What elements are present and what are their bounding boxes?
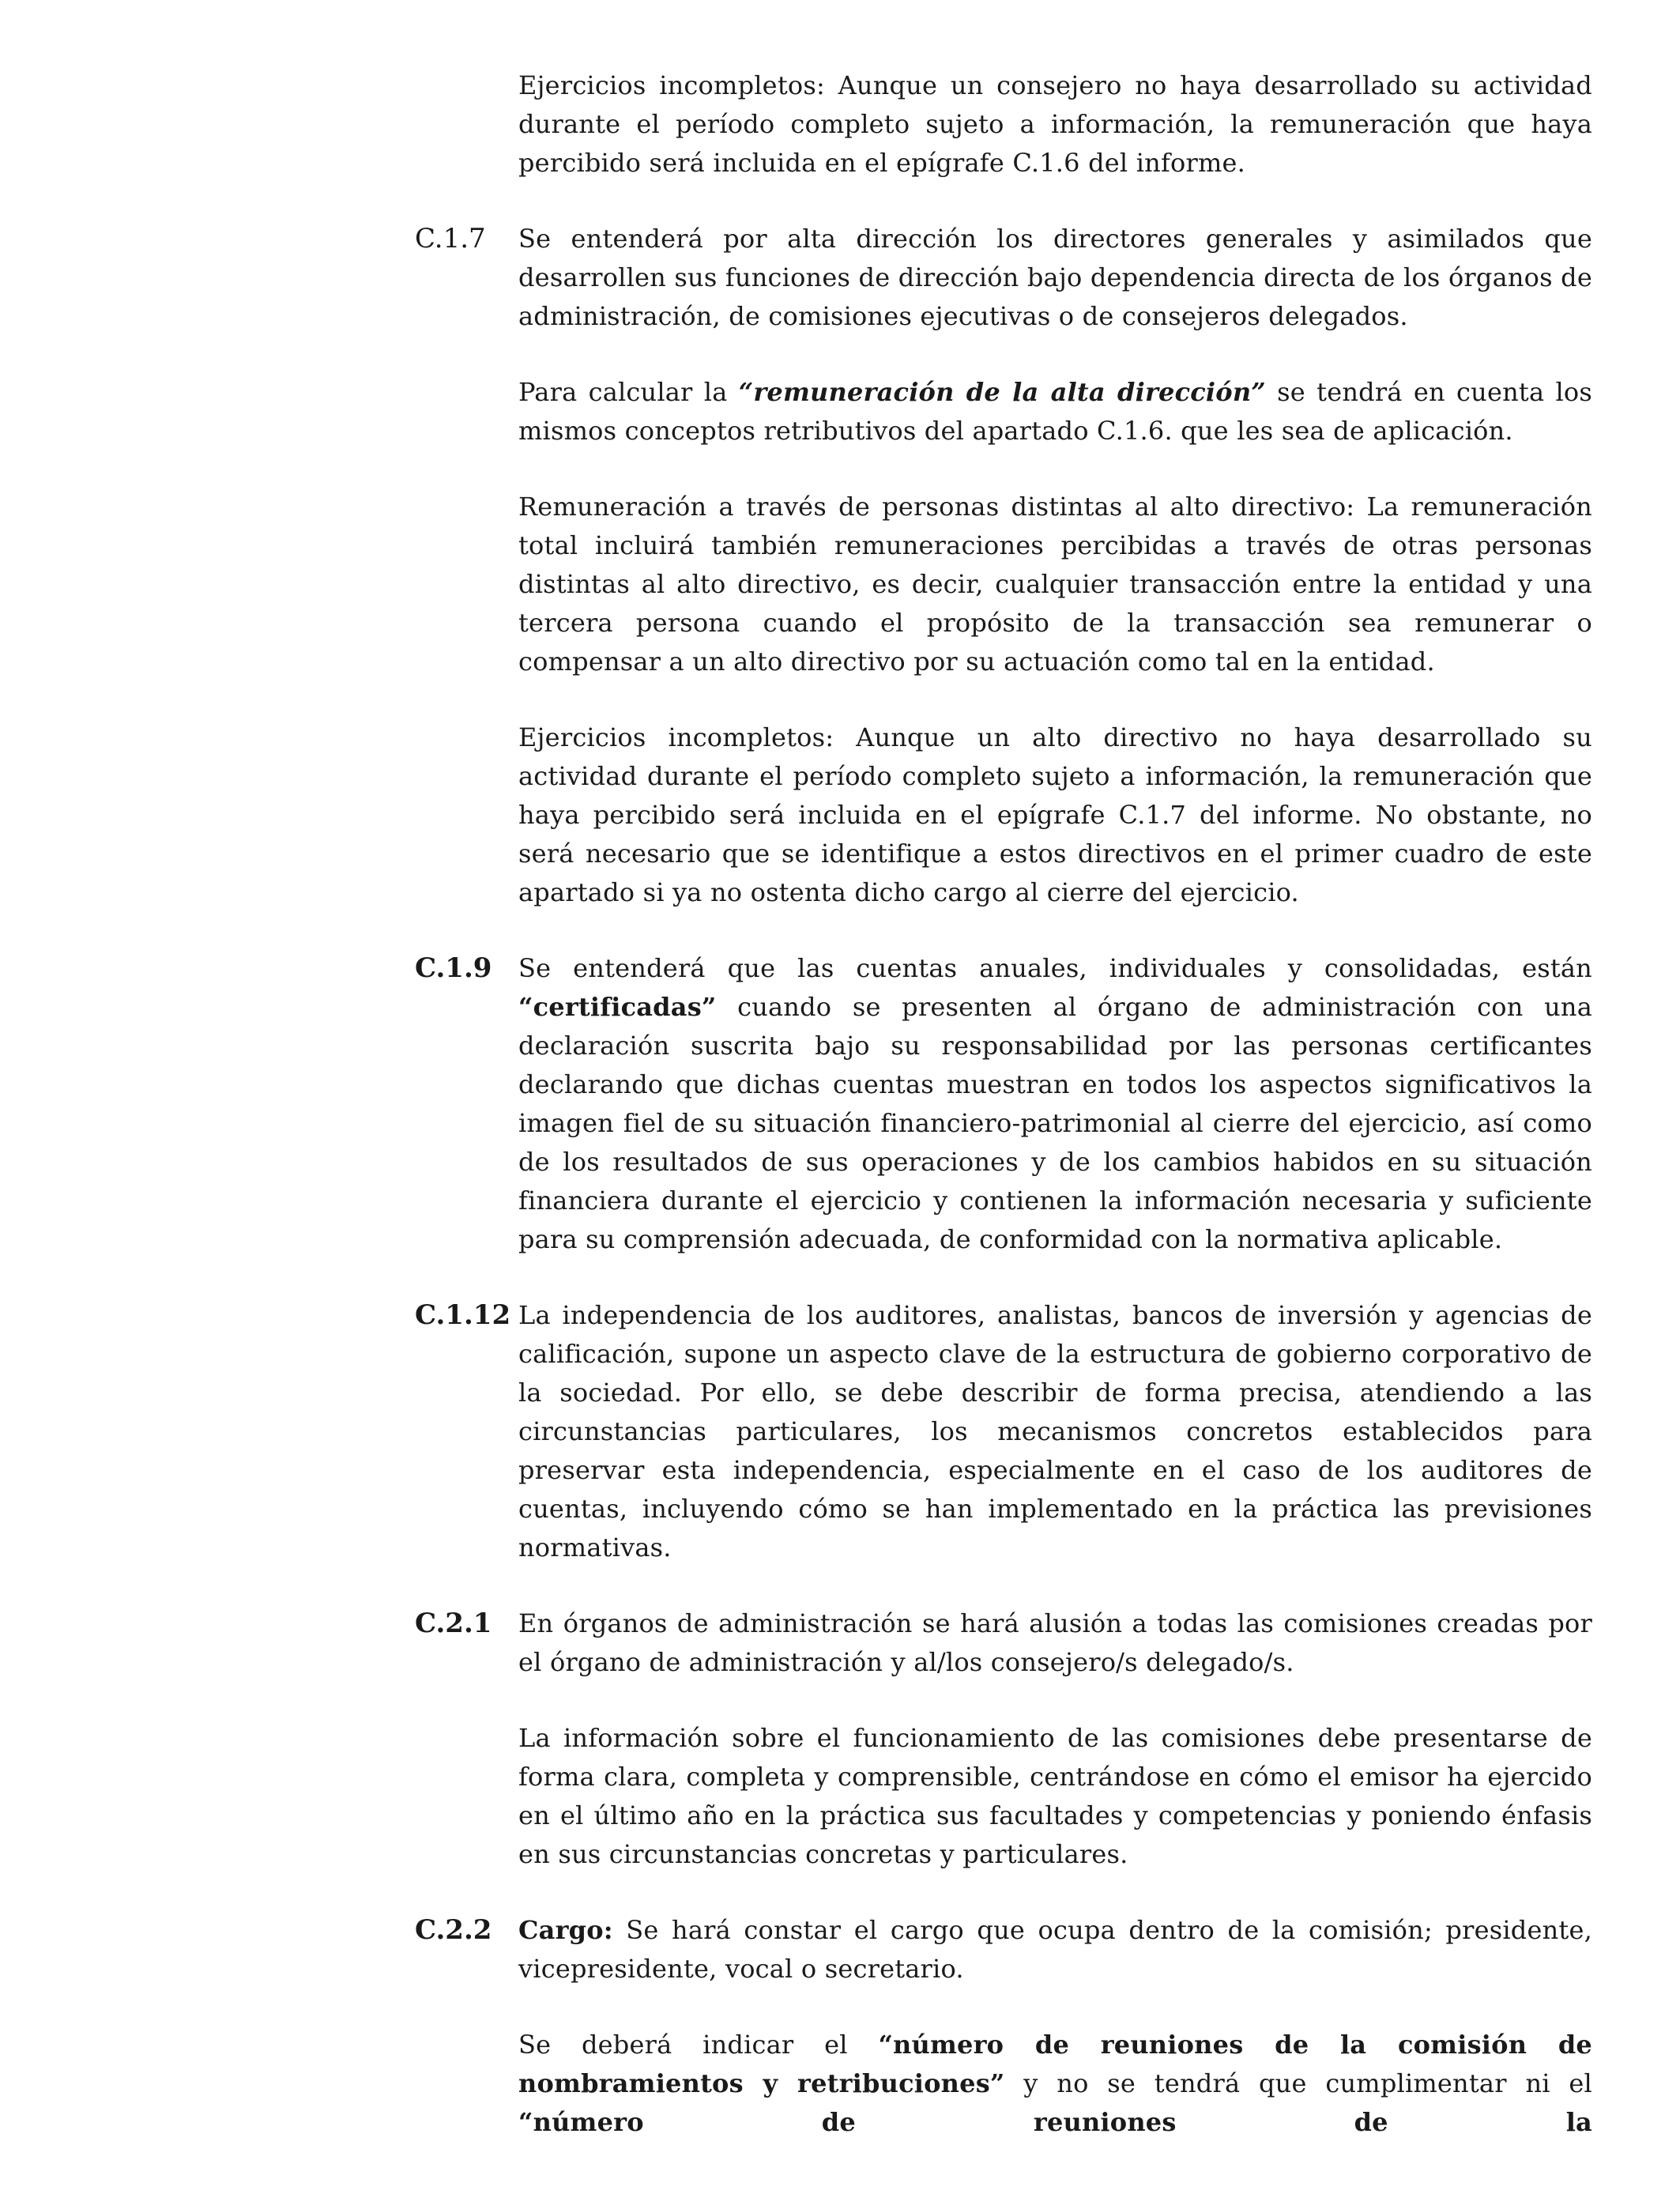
bold-term: “número de reuniones de la comisión de nombramientos y retribuciones”	[518, 2030, 1592, 2098]
bold-term: “certificadas”	[518, 992, 717, 1022]
paragraph: Ejercicios incompletos: Aunque un alto directivo no haya desarrollado su actividad durante el período completo sujeto a información, la remuneración que haya percibido será incluida en el epígrafe C.1.7 del informe. No obstante, no será necesario que se identifique a estos directivos en el primer cuadro de este apartado si ya no ostenta dicho cargo al cierre del ejercicio.	[518, 722, 1592, 907]
section-label: C.1.9	[415, 952, 492, 984]
section-label: C.2.1	[415, 1608, 492, 1639]
paragraph: La independencia de los auditores, analistas, bancos de inversión y agencias de calificación, supone un aspecto clave de la estructura de gobierno corporativo de la sociedad. Por ello, se debe describir de forma precisa, atendiendo a las circunstancias particulares, los mecanismos concretos establecidos para preservar esta independencia, especialmente en el caso de los auditores de cuentas, incluyendo cómo se han implementado en la práctica las previsiones normativas.	[518, 1300, 1592, 1563]
emphasis-term: “remuneración de la alta dirección”	[738, 377, 1266, 407]
text-run: Se entenderá que las cuentas anuales, individuales y consolidadas, están	[518, 953, 1592, 983]
paragraph: En órganos de administración se hará alusión a todas las comisiones creadas por el órgano de administración y al/los consejero/s delegado/s.	[518, 1608, 1592, 1677]
paragraph: Ejercicios incompletos: Aunque un consejero no haya desarrollado su actividad durante el período completo sujeto a información, la remuneración que haya percibido será incluida en el epígrafe C.1.6 del informe.	[518, 70, 1592, 178]
section-c-1-12	[415, 1296, 1592, 1567]
text-run: se tendrá en cuenta los mismos conceptos retributivos del apartado C.1.6. que les sea de aplicación.	[518, 377, 1592, 446]
document-body	[415, 66, 1592, 2179]
paragraph	[518, 1911, 1592, 1989]
bold-term: “número de reuniones de la	[518, 2107, 1592, 2137]
section-c-1-9	[415, 949, 1592, 1259]
text-run: Para calcular la	[518, 377, 739, 407]
text-run: y no se tendrá que cumplimentar ni el	[1004, 2068, 1592, 2098]
section-label: C.2.2	[415, 1914, 492, 1946]
section-c-2-2	[415, 1911, 1592, 2142]
text-run: Se hará constar el cargo que ocupa dentro de la comisión; presidente, vicepresidente, vocal o secretario.	[518, 1915, 1592, 1984]
paragraph	[518, 949, 1592, 1259]
paragraph: Remuneración a través de personas distintas al alto directivo: La remuneración total incluirá también remuneraciones percibidas a través de otras personas distintas al alto directivo, es decir, cualquier transacción entre la entidad y una tercera persona cuando el propósito de la transacción sea remunerar o compensar a un alto directivo por su actuación como tal en la entidad.	[518, 492, 1592, 677]
paragraph: Se entenderá por alta dirección los directores generales y asimilados que desarrollen sus funciones de dirección bajo dependencia directa de los órganos de administración, de comisiones ejecutivas o de consejeros delegados.	[518, 224, 1592, 331]
section-label: C.1.7	[415, 223, 486, 254]
section-label: C.1.12	[415, 1299, 511, 1331]
bold-term: Cargo:	[518, 1915, 613, 1945]
section-c-2-1	[415, 1604, 1592, 1874]
section-intro	[415, 66, 1592, 183]
section-c-1-7	[415, 220, 1592, 912]
paragraph: La información sobre el funcionamiento de las comisiones debe presentarse de forma clara, completa y comprensible, centrándose en cómo el emisor ha ejercido en el último año en la práctica sus facultades y competencias y poniendo énfasis en sus circunstancias concretas y particulares.	[518, 1723, 1592, 1869]
paragraph	[518, 2026, 1592, 2142]
paragraph	[518, 373, 1592, 450]
text-run: cuando se presenten al órgano de administración con una declaración suscrita bajo su responsabilidad por las personas certificantes declarando que dichas cuentas muestran en todos los aspectos significativos la imagen fiel de su situación financiero-patrimonial al cierre del ejercicio, así como de los resultados de sus operaciones y de los cambios habidos en su situación financiera durante el ejercicio y contienen la información necesaria y suficiente para su comprensión adecuada, de conformidad con la normativa aplicable.	[518, 992, 1592, 1254]
text-run: Se deberá indicar el	[518, 2030, 879, 2060]
